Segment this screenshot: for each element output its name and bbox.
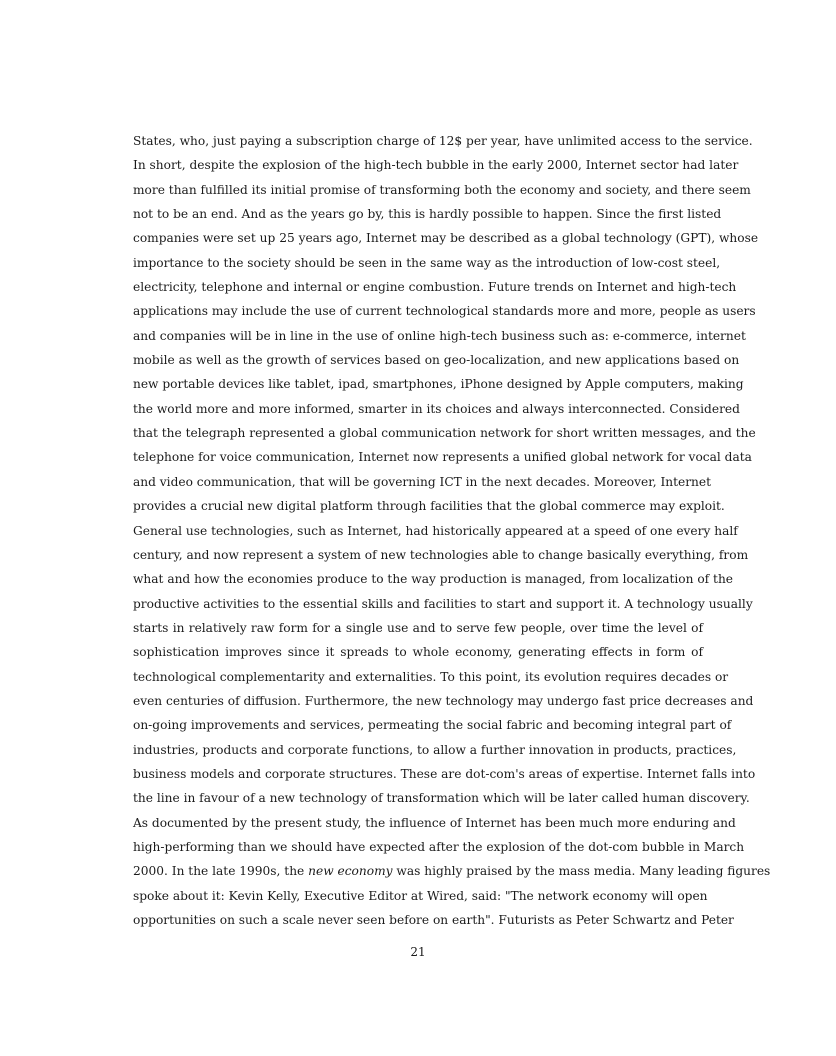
text-line: even centuries of diffusion. Furthermore, the new technology may undergo fast price decreases and xyxy=(133,693,754,708)
text-line-with-emphasis xyxy=(133,859,771,883)
page-number: 21 xyxy=(410,945,426,959)
text-line: applications may include the use of current technological standards more and more, people as users xyxy=(133,304,756,319)
text-line: technological complementarity and externalities. To this point, its evolution requires decades or xyxy=(133,669,729,684)
text-line: In short, despite the explosion of the high-tech bubble in the early 2000, Internet sector had later xyxy=(133,158,739,173)
text-line: importance to the society should be seen in the same way as the introduction of low-cost steel, xyxy=(133,255,721,270)
text-line: provides a crucial new digital platform through facilities that the global commerce may exploit. xyxy=(133,499,725,514)
text-segment: 2000. In the late 1990s, the xyxy=(133,864,309,879)
text-line: what and how the economies produce to the way production is managed, from localization of the xyxy=(133,572,734,587)
text-line: on-going improvements and services, permeating the social fabric and becoming integral part of xyxy=(133,718,732,733)
text-line: sophistication improves since it spreads to whole economy, generating effects in form of xyxy=(133,645,703,660)
text-line: electricity, telephone and internal or engine combustion. Future trends on Internet and high-tech xyxy=(133,280,737,295)
text-line: the line in favour of a new technology of transformation which will be later called human discovery. xyxy=(133,791,750,806)
text-line: starts in relatively raw form for a single use and to serve few people, over time the level of xyxy=(133,620,703,635)
text-line: new portable devices like tablet, ipad, smartphones, iPhone designed by Apple computers, making xyxy=(133,377,744,392)
text-line: and companies will be in line in the use of online high-tech business such as: e-commerce, internet xyxy=(133,328,746,343)
emphasized-term: new economy xyxy=(308,864,393,879)
text-line: companies were set up 25 years ago, Internet may be described as a global technology (GPT), whose xyxy=(133,231,759,246)
text-line: more than fulfilled its initial promise of transforming both the economy and society, and there seem xyxy=(133,182,751,197)
text-line: century, and now represent a system of new technologies able to change basically everything, from xyxy=(133,547,749,562)
text-line: high-performing than we should have expected after the explosion of the dot-com bubble in March xyxy=(133,839,745,854)
body-text xyxy=(133,129,771,932)
text-line: business models and corporate structures. These are dot-com's areas of expertise. Internet falls into xyxy=(133,766,756,781)
text-segment: was highly praised by the mass media. Many leading figures xyxy=(392,864,771,879)
text-line: industries, products and corporate functions, to allow a further innovation in products, practices, xyxy=(133,742,737,757)
text-line: mobile as well as the growth of services based on geo-localization, and new applications based on xyxy=(133,353,740,368)
text-line: spoke about it: Kevin Kelly, Executive Editor at Wired, said: "The network economy will open xyxy=(133,888,708,903)
text-line: States, who, just paying a subscription charge of 12$ per year, have unlimited access to the service. xyxy=(133,134,753,148)
text-line: productive activities to the essential skills and facilities to start and support it. A technology usually xyxy=(133,596,753,611)
text-line: the world more and more informed, smarter in its choices and always interconnected. Considered xyxy=(133,401,740,416)
text-line: telephone for voice communication, Internet now represents a unified global network for vocal data xyxy=(133,450,752,465)
text-line: that the telegraph represented a global communication network for short written messages, and the xyxy=(133,426,756,441)
text-line: As documented by the present study, the influence of Internet has been much more enduring and xyxy=(133,815,736,830)
text-line: opportunities on such a scale never seen before on earth". Futurists as Peter Schwartz and Peter xyxy=(133,913,734,927)
text-line: and video communication, that will be governing ICT in the next decades. Moreover, Internet xyxy=(133,474,712,489)
text-line: General use technologies, such as Internet, had historically appeared at a speed of one every half xyxy=(133,523,738,538)
text-line: not to be an end. And as the years go by, this is hardly possible to happen. Since the first listed xyxy=(133,207,722,222)
